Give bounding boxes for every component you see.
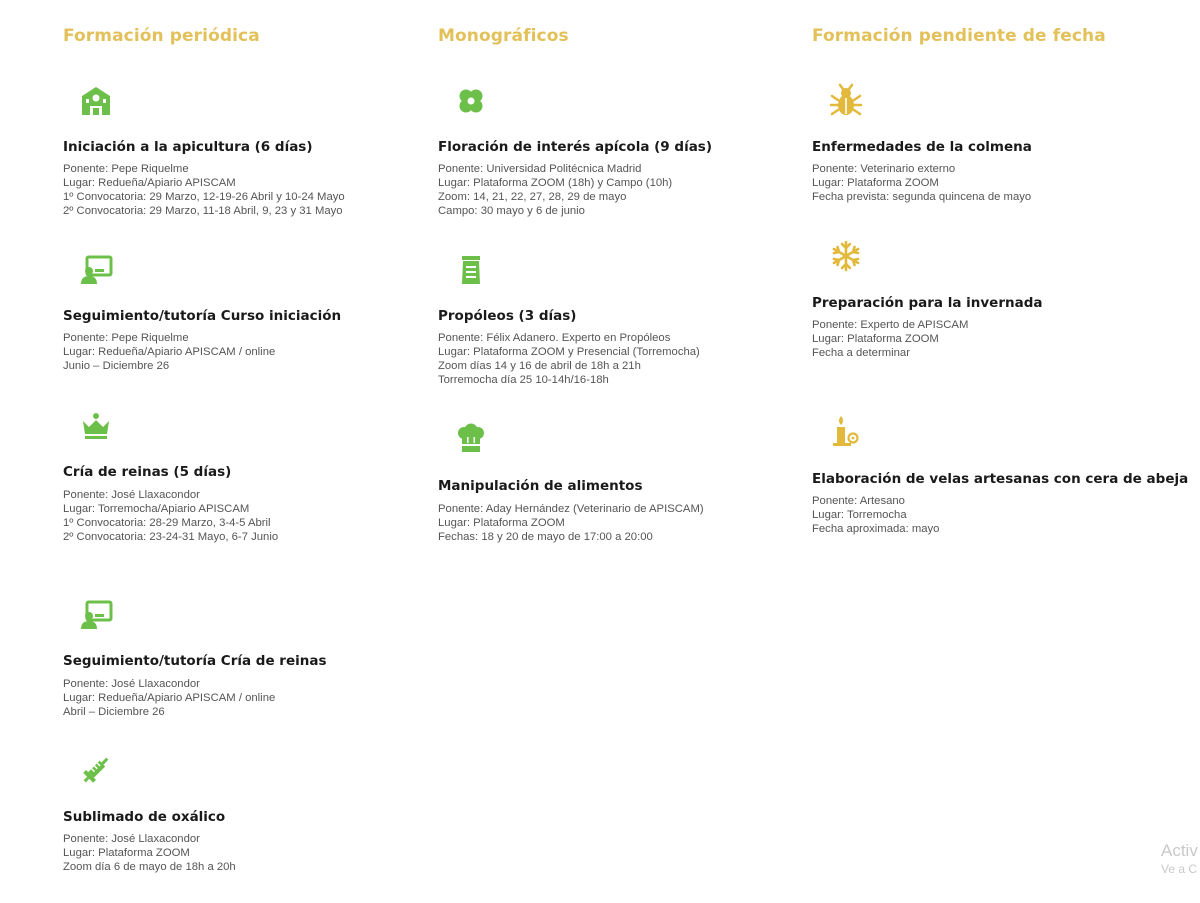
course-details: Ponente: José Llaxacondor Lugar: Redueña/Apiario APISCAM / online Abril – Diciembre 26 [63, 678, 276, 718]
course-title: Preparación para la invernada [812, 295, 1043, 311]
crown-icon [78, 408, 114, 444]
course-details: Ponente: Pepe Riquelme Lugar: Redueña/Apiario APISCAM / online Junio – Diciembre 26 [63, 332, 276, 372]
course-title: Manipulación de alimentos [438, 478, 643, 494]
course-title: Sublimado de oxálico [63, 809, 226, 825]
course-title: Floración de interés apícola (9 días) [438, 139, 713, 155]
column-title-pendiente-fecha: Formación pendiente de fecha [812, 26, 1106, 46]
course-title: Elaboración de velas artesanas con cera de abeja [812, 471, 1189, 487]
jar-icon [453, 252, 489, 288]
bug-icon [828, 83, 864, 119]
course-title: Enfermedades de la colmena [812, 139, 1032, 155]
course-title: Seguimiento/tutoría Cría de reinas [63, 653, 327, 669]
chef-hat-icon [453, 421, 489, 457]
course-title: Seguimiento/tutoría Curso iniciación [63, 308, 342, 324]
course-details: Ponente: Experto de APISCAM Lugar: Plataforma ZOOM Fecha a determinar [812, 319, 969, 359]
syringe-icon [78, 752, 114, 788]
flower-icon [453, 83, 489, 119]
teacher-board-icon [78, 252, 114, 288]
teacher-board-icon [78, 597, 114, 633]
column-title-monograficos: Monográficos [438, 26, 569, 46]
column-title-formacion-periodica: Formación periódica [63, 26, 260, 46]
course-details: Ponente: Pepe Riquelme Lugar: Redueña/Apiario APISCAM 1º Convocatoria: 29 Marzo, 12-19-26 Abril y 10-24 Mayo 2º Convocatoria: 29 Marzo, 11-18 Abril, 9, 23 y 31 Mayo [63, 163, 345, 217]
course-title: Iniciación a la apicultura (6 días) [63, 139, 313, 155]
course-details: Ponente: Universidad Politécnica Madrid Lugar: Plataforma ZOOM (18h) y Campo (10h) Zoom: 14, 21, 22, 27, 28, 29 de mayo Campo: 30 mayo y 6 de junio [438, 163, 673, 217]
candle-icon [828, 413, 864, 449]
snowflake-icon [828, 238, 864, 274]
course-details: Ponente: José Llaxacondor Lugar: Plataforma ZOOM Zoom día 6 de mayo de 18h a 20h [63, 833, 236, 873]
course-details: Ponente: Artesano Lugar: Torremocha Fecha aproximada: mayo [812, 495, 940, 535]
school-building-icon [78, 84, 114, 120]
course-details: Ponente: Aday Hernández (Veterinario de APISCAM) Lugar: Plataforma ZOOM Fechas: 18 y 20 de mayo de 17:00 a 20:00 [438, 503, 704, 543]
activation-watermark: Activ Ve a C [1161, 841, 1198, 876]
course-title: Propóleos (3 días) [438, 308, 577, 324]
course-details: Ponente: José Llaxacondor Lugar: Torremocha/Apiario APISCAM 1º Convocatoria: 28-29 Marzo, 3-4-5 Abril 2º Convocatoria: 23-24-31 Mayo, 6-7 Junio [63, 489, 279, 543]
course-details: Ponente: Félix Adanero. Experto en Propóleos Lugar: Plataforma ZOOM y Presencial (Torremocha) Zoom días 14 y 16 de abril de 18h a 21h Torremocha día 25 10-14h/16-18h [438, 332, 700, 386]
course-title: Cría de reinas (5 días) [63, 464, 232, 480]
course-details: Ponente: Veterinario externo Lugar: Plataforma ZOOM Fecha prevista: segunda quincena de mayo [812, 163, 1032, 203]
